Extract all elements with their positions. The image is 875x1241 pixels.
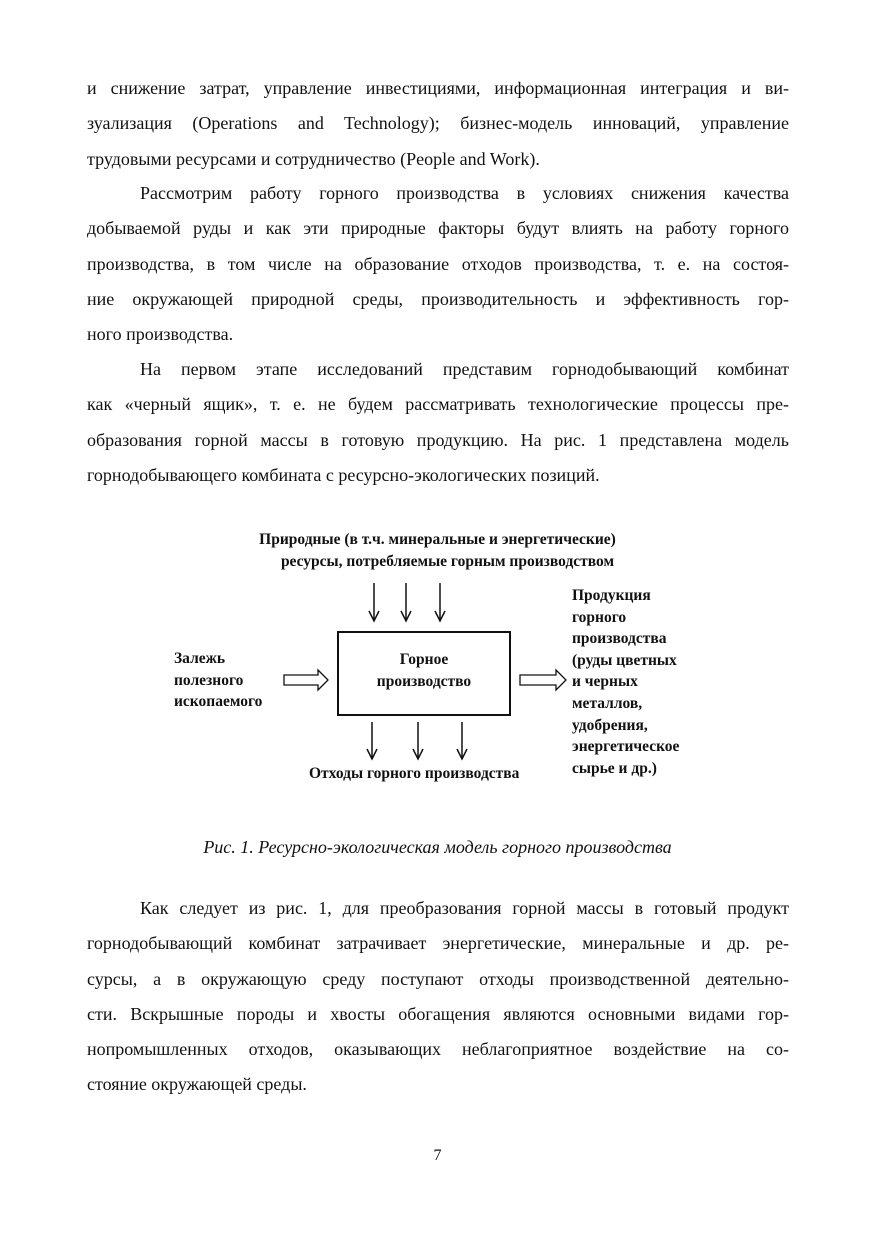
input-arrows xyxy=(369,583,445,621)
products-label-line: Продукция xyxy=(572,587,651,604)
figure-caption: Рис. 1. Ресурсно-экологическая модель горного производства xyxy=(203,837,672,857)
text-line: зуализация (Operations and Technology); бизнес-модель инноваций, управление xyxy=(87,113,789,134)
text-line: На первом этапе исследований представим горнодобывающий комбинат xyxy=(140,359,789,379)
text-line: ние окружающей природной среды, производительность и эффективность гор- xyxy=(87,288,789,309)
text-line: сти. Вскрышные породы и хвосты обогащения являются основными видами гор- xyxy=(87,1003,789,1024)
products-label-line: удобрения, xyxy=(572,716,648,734)
deposit-label-line: Залежь xyxy=(174,650,226,667)
text-line: добываемой руды и как эти природные факторы будут влиять на работу горного xyxy=(87,218,789,239)
box-label-line: производство xyxy=(376,672,472,690)
products-label-line: сырье и др.) xyxy=(572,759,657,777)
resources-label xyxy=(0,529,875,572)
paragraph-3 xyxy=(87,352,789,493)
waste-label: Отходы горного производства xyxy=(309,765,520,782)
deposit-label xyxy=(174,648,262,713)
text-line: и снижение затрат, управление инвестициями, информационная интеграция и ви- xyxy=(87,78,789,98)
paragraph-4 xyxy=(87,891,789,1103)
text-line: нопромышленных отходов, оказывающих неблагоприятное воздействие на со- xyxy=(87,1039,789,1060)
resources-label-line: Природные (в т.ч. минеральные и энергетические) xyxy=(259,531,616,548)
products-label-line: и черных xyxy=(572,673,638,691)
text-line: как «черный ящик», т. е. не будем рассматривать технологические процессы пре- xyxy=(87,394,789,415)
waste-arrows xyxy=(367,722,467,759)
text-line: Как следует из рис. 1, для преобразования горной массы в готовый продукт xyxy=(140,898,789,918)
left-hollow-arrow xyxy=(284,670,328,690)
production-box-label xyxy=(338,649,510,692)
text-line: ного производства. xyxy=(87,324,234,345)
products-label-line: горного xyxy=(572,608,627,626)
text-line: трудовыми ресурсами и сотрудничество (People and Work). xyxy=(87,148,540,169)
products-label-line: металлов, xyxy=(572,694,643,712)
text-line: производства, в том числе на образование отходов производства, т. е. на состоя- xyxy=(87,253,789,274)
right-hollow-arrow xyxy=(520,670,566,690)
text-line: Рассмотрим работу горного производства в условиях снижения качества xyxy=(140,183,789,203)
box-label-line: Горное xyxy=(399,651,449,668)
deposit-label-line: ископаемого xyxy=(174,693,263,711)
products-label-line: энергетическое xyxy=(572,738,680,756)
text-line: горнодобывающий комбинат затрачивает энергетические, минеральные и др. ре- xyxy=(87,933,789,954)
page-number: 7 xyxy=(433,1147,442,1164)
text-line: горнодобывающего комбината с ресурсно-экологических позиций. xyxy=(87,464,600,485)
resources-label-line: ресурсы, потребляемые горным производством xyxy=(280,552,615,570)
paragraph-1 xyxy=(87,71,789,177)
products-label-line: производства xyxy=(572,630,667,648)
text-line: сурсы, а в окружающую среду поступают отходы производственной деятельно- xyxy=(87,968,789,989)
text-line: образования горной массы в готовую продукцию. На рис. 1 представлена модель xyxy=(87,429,789,450)
products-label-line: (руды цветных xyxy=(572,651,677,669)
text-line: стояние окружающей среды. xyxy=(87,1074,307,1095)
deposit-label-line: полезного xyxy=(174,671,244,689)
products-label xyxy=(572,585,679,779)
paragraph-2 xyxy=(87,176,789,352)
